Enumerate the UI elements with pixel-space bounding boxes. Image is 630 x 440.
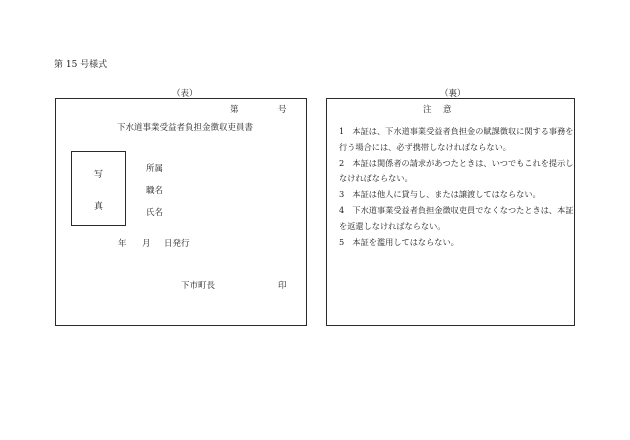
affiliation-label: 所属: [146, 164, 164, 174]
note-item-1: 1 本証は、下水道事業受益者負担金の賦課徴収に関する事務を: [339, 126, 574, 136]
front-side-label: （表）: [172, 89, 198, 99]
seal-mark: 印: [278, 281, 287, 291]
note-item-5: 5 本証を濫用してはならない。: [339, 237, 459, 247]
note-item-3: 3 本証は他人に貸与し、または譲渡してはならない。: [339, 189, 541, 199]
issue-day-label: 日発行: [164, 239, 190, 249]
photo-label-char-1: 写: [94, 170, 104, 180]
note-item-2-continued: なければならない。: [339, 173, 413, 183]
note-item-1-continued: 行う場合には、必ず携帯しなければならない。: [339, 142, 511, 152]
issuer-name: 下市町長: [181, 281, 216, 291]
notes-title-char-1: 注: [423, 105, 432, 115]
form-number: 第 15 号様式: [54, 60, 108, 70]
card-title: 下水道事業受益者負担金徴収吏員書: [117, 123, 254, 133]
note-item-4: 4 下水道事業受益者負担金徴収吏員でなくなつたときは、本証: [339, 205, 574, 215]
note-item-2: 2 本証は関係者の請求があつたときは、いつでもこれを提示し: [339, 158, 574, 168]
issue-month-label: 月: [142, 239, 151, 249]
photo-area: [71, 151, 126, 226]
name-label: 氏名: [146, 208, 164, 218]
note-item-4-continued: を返還しなければならない。: [339, 221, 446, 231]
photo-label-char-2: 真: [94, 202, 104, 212]
back-side-label: （裏）: [440, 89, 466, 99]
number-suffix: 号: [278, 105, 287, 115]
notes-title-char-2: 意: [443, 105, 452, 115]
position-label: 職名: [146, 186, 164, 196]
number-prefix: 第: [230, 105, 239, 115]
issue-year-label: 年: [118, 239, 127, 249]
